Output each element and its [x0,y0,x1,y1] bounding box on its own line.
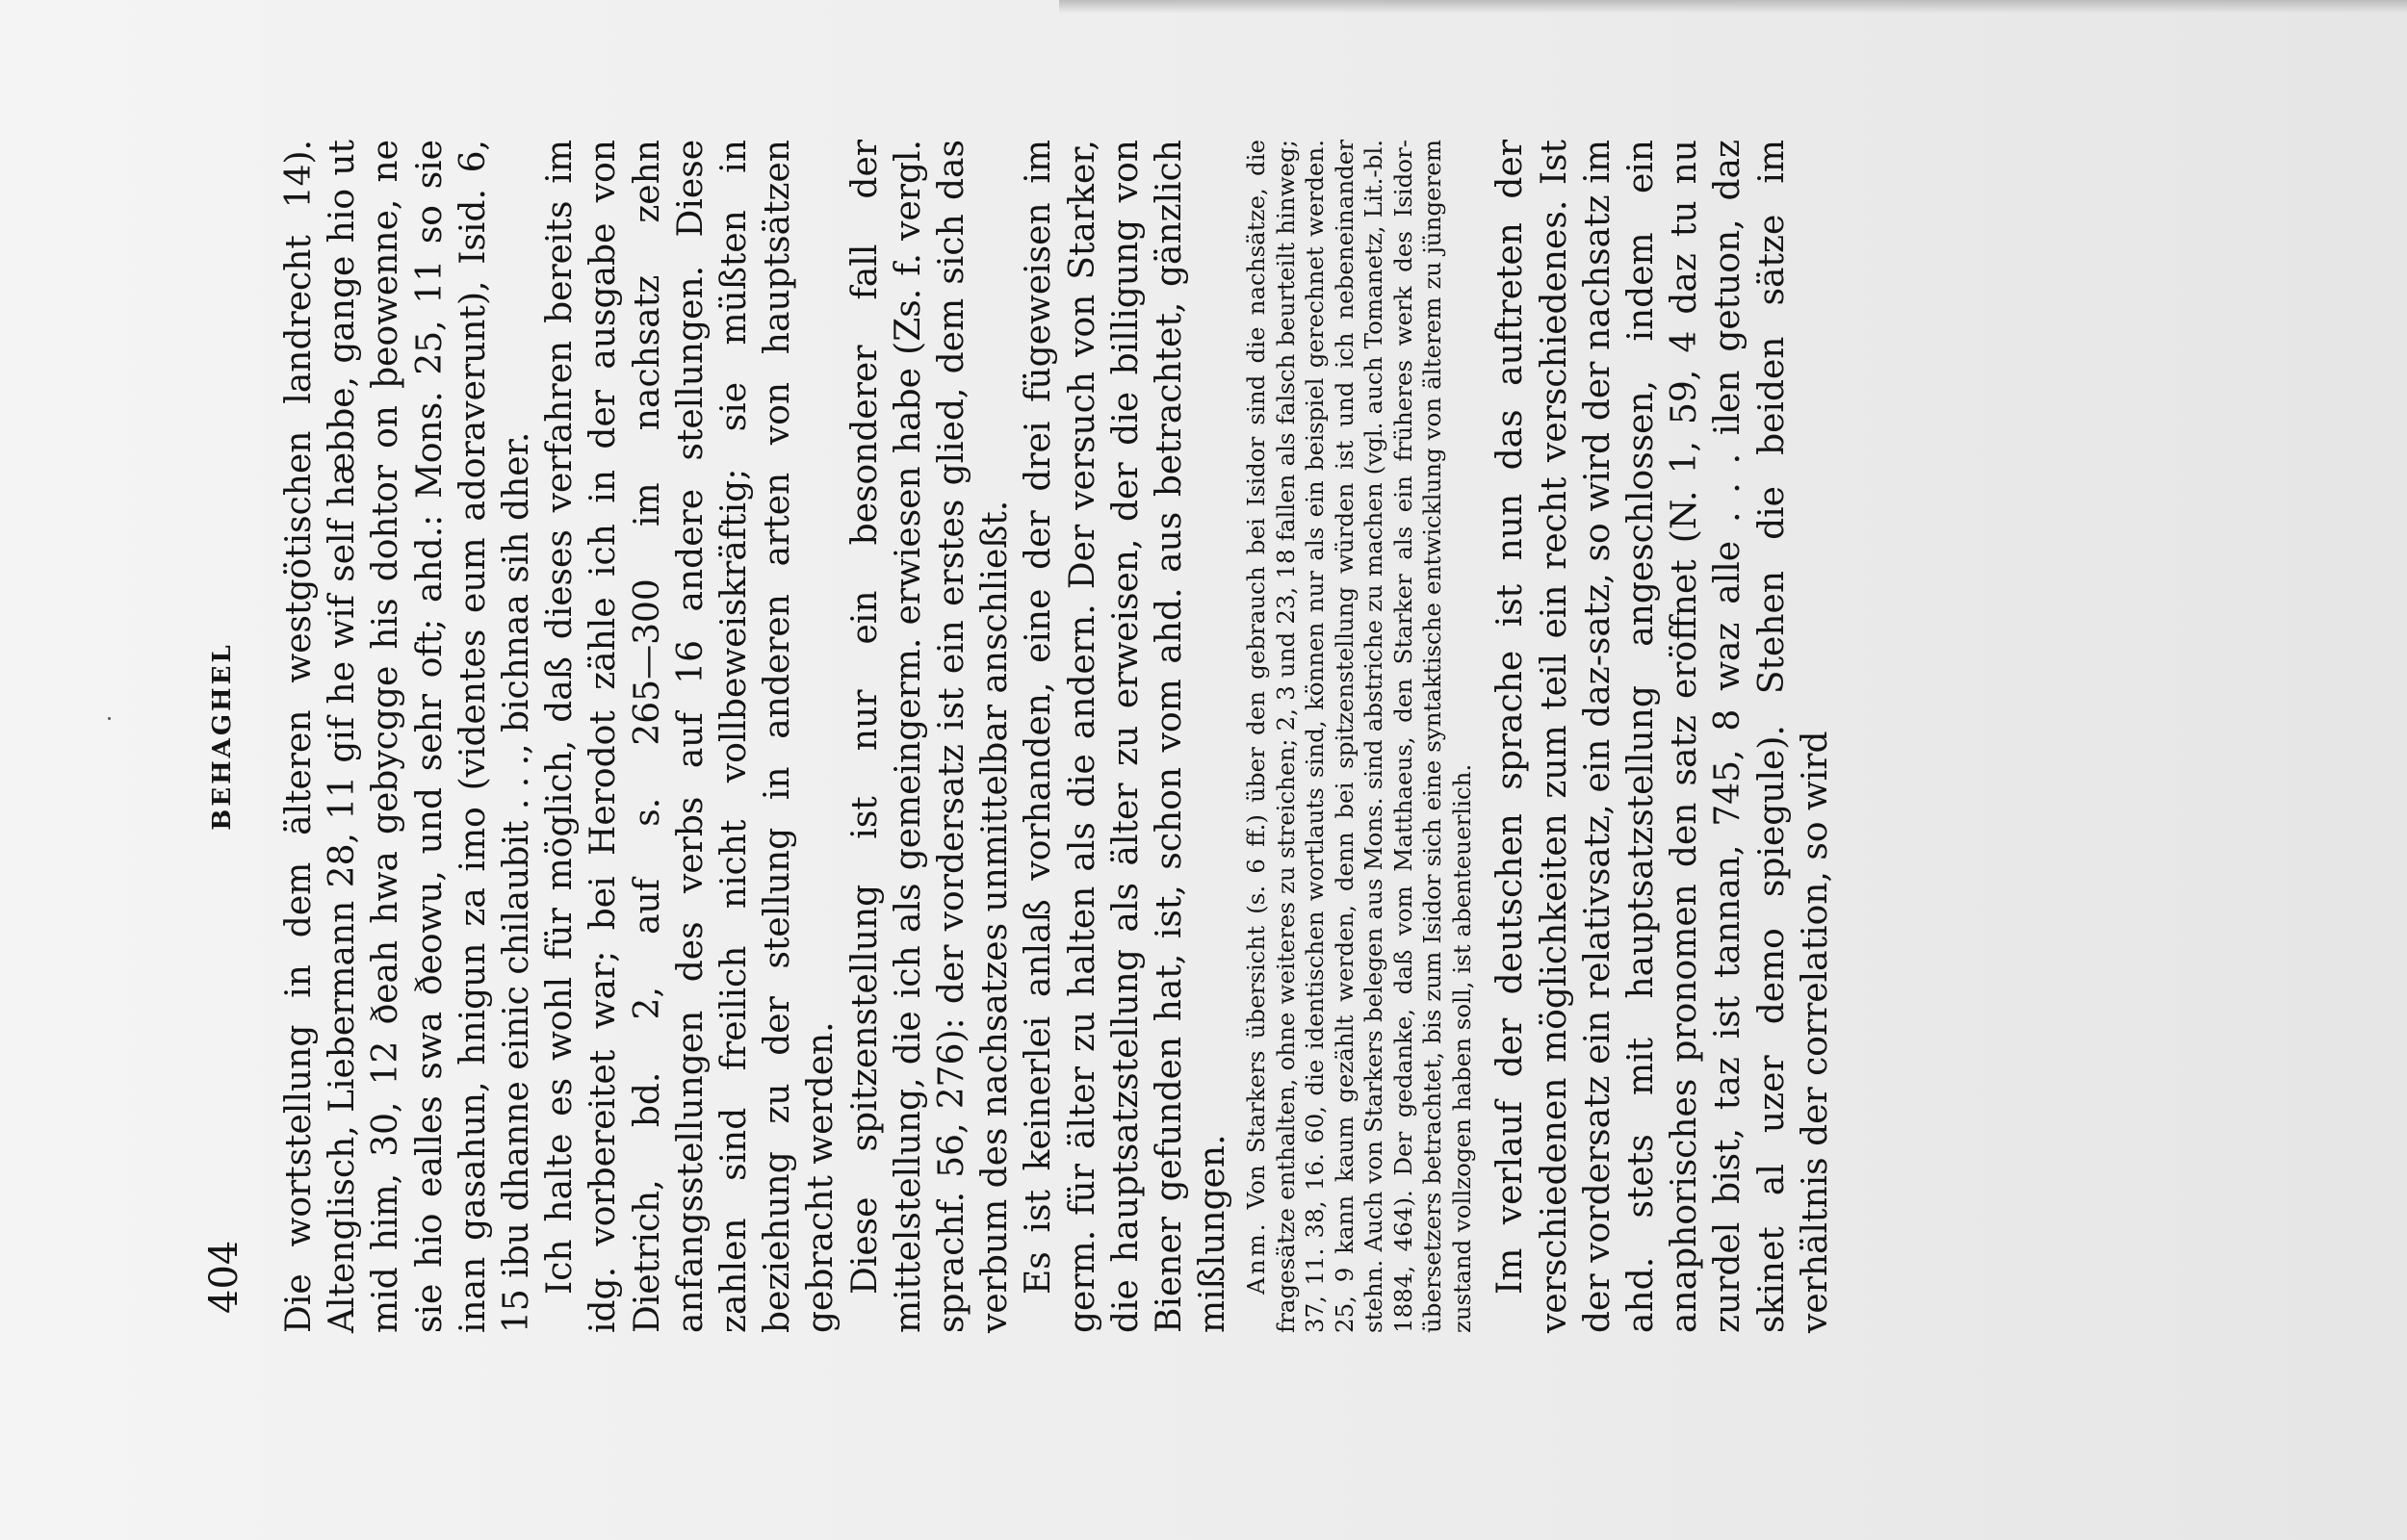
anm-text: Von Starkers übersicht (s. 6 ff.) über den gebrauch bei Isidor sind die nachsätze, die fragesätze enthalten, ohne weiteres zu streichen; 2, 3 und 23, 18 fallen als falsch beurteilt hinweg; 37, 11. 38, 16. 60, die identischen wortlauts sind, können nur als ein beispiel gerechnet werden. 25, 9 kann kaum gezählt werden, denn bei spitzenstellung würden ist und ich nebeneinander stehn. Auch von Starkers belegen aus Mons. sind abstriche zu machen (vgl. auch Tomanetz, Lit.-bl. 1884, 464). Der gedanke, daß vom Matthaeus, den Starker als ein früheres werk des Isidor-übersetzers betrachtet, bis zum Isidor sich eine syntaktische entwicklung von älterem zu jüngerem zustand vollzogen haben soll, ist abenteuerlich. [1242,140,1476,1333]
paragraph-3: Diese spitzenstellung ist nur ein besonderer fall der mittelstellung, die ich als gemeingerm. erwiesen habe (Zs. f. vergl. sprachf. 56, 276): der vordersatz ist ein erstes glied, dem sich das verbum des nachsatzes unmittelbar anschließt. [844,140,1016,1333]
dust-speck [108,717,111,720]
paragraph-4: Es ist keinerlei anlaß vorhanden, eine der drei fügeweisen im germ. für älter zu halten als die andern. Der versuch von Starker, die hauptsatzstellung als älter zu erweisen, der die billigung von Biener gefunden hat, ist, schon vom ahd. aus betrachtet, gänzlich mißlungen. [1019,140,1233,1333]
paragraph-1: Die wortstellung in dem älteren westgötischen landrecht 14). Altenglisch, Liebermann 28, 11 gif he wif self hæbbe, gange hio ut mid him, 30, 12 ðeah hwa gebycgge his dohtor on þeowenne, ne sie hio ealles swa ðeowu, und sehr oft; ahd.: Mons. 25, 11 so sie inan gasahun, hnigun za imo (videntes eum adoraverunt), Isid. 6, 15 ibu dhanne einic chilaubit . . ., bichnaa sih dher. [279,140,537,1333]
anm-label: Anm. [1242,1220,1271,1295]
scan-edge-shadow [1059,0,2407,13]
book-page [202,140,2137,1333]
page-header [202,140,260,1333]
paragraph-5: Im verlauf der deutschen sprache ist nun das auftreten der verschiedenen möglichkeiten zum teil ein recht verschiedenes. Ist der vordersatz ein relativsatz, ein daz-satz, so wird der nachsatz im ahd. stets mit hauptsatzstellung angeschlossen, indem ein anaphorisches pronomen den satz eröffnet (N. 1, 59, 4 daz tu nu zurdel bist, taz ist tannan, 745, 8 waz alle . . . ilen getuon, daz skinet al uzer demo spiegule). Stehen die beiden sätze im verhältnis der correlation, so wird [1490,140,1835,1333]
page-number: 404 [202,1240,246,1314]
running-head: BEHAGHEL [208,642,237,831]
body-text [277,140,1837,1333]
paragraph-2: Ich halte es wohl für möglich, daß dieses verfahren bereits im idg. vorbereitet war; bei Herodot zähle ich in der ausgabe von Dietrich, bd. 2, auf s. 265—300 im nachsatz zehn anfangsstellungen des verbs auf 16 andere stellungen. Diese zahlen sind freilich nicht vollbeweiskräftig; sie müßten in beziehung zu der stellung in anderen arten von hauptsätzen gebracht werden. [540,140,841,1333]
footnote-anmerkung [1242,140,1477,1333]
